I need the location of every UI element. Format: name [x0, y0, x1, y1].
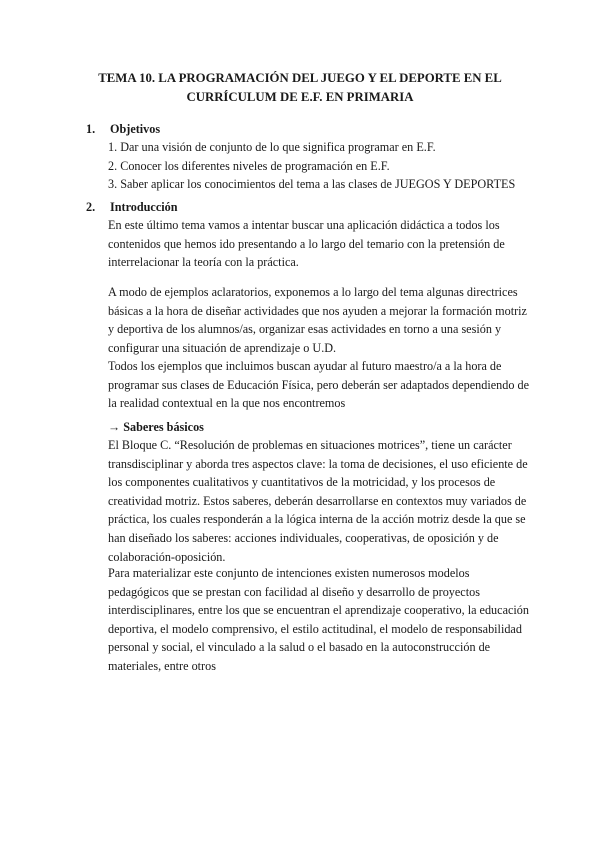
- paragraph-intro-2: [108, 283, 527, 357]
- document-title: [60, 69, 540, 106]
- objetivos-list: [108, 138, 515, 194]
- title-line-2: CURRÍCULUM DE E.F. EN PRIMARIA: [186, 89, 414, 104]
- text-line: personal y social, el vinculado a la salud o el basado en la autoconstrucción de: [108, 640, 491, 655]
- text-line: la realidad contextual en la que nos encontremos: [108, 396, 346, 411]
- section-number: 2.: [86, 200, 96, 214]
- text-line: interrelacionar la teoría con la práctica.: [108, 255, 299, 270]
- section-title: Objetivos: [110, 122, 161, 136]
- text-line: Para materializar este conjunto de intenciones existen numerosos modelos: [108, 566, 470, 580]
- text-line: programar sus clases de Educación Física, pero deberán ser adaptados dependiendo de: [108, 377, 529, 392]
- text-line: pedagógicos que se prestan con facilidad al diseño y desarrollo de proyectos: [108, 584, 480, 599]
- text-line: Todos los ejemplos que incluimos buscan ayudar al futuro maestro/a a la hora de: [108, 359, 502, 373]
- text-line: básicas a la hora de diseñar actividades que nos ayuden a mejorar la formación motriz: [108, 303, 527, 318]
- list-item: 1. Dar una visión de conjunto de lo que significa programar en E.F.: [108, 140, 436, 154]
- section-number: 1.: [86, 122, 96, 136]
- title-line-1: TEMA 10. LA PROGRAMACIÓN DEL JUEGO Y EL DEPORTE EN EL: [98, 71, 502, 85]
- text-line: El Bloque C. “Resolución de problemas en situaciones motrices”, tiene un carácter: [108, 438, 512, 452]
- text-line: y deportiva de los alumnos/as, organizar esas actividades en torno a una sesión y: [108, 322, 502, 337]
- text-line: En este último tema vamos a intentar buscar una aplicación didáctica a todos los: [108, 218, 500, 232]
- text-line: contenidos que hemos ido presentando a lo largo del temario con la pretensión de: [108, 236, 505, 251]
- text-line: deportiva, el modelo comprensivo, el estilo actitudinal, el modelo de responsabilidad: [108, 621, 522, 636]
- paragraph-modelos: [108, 564, 529, 676]
- paragraph-intro-3: [108, 357, 529, 413]
- text-line: creatividad motriz. Estos saberes, deberán desarrollarse en contextos muy variados de: [108, 493, 527, 508]
- section-title: Introducción: [110, 200, 178, 214]
- text-line: colaboración-oposición.: [108, 549, 226, 564]
- list-item: 3. Saber aplicar los conocimientos del tema a las clases de JUEGOS Y DEPORTES: [108, 177, 516, 192]
- text-line: práctica, los cuales responderán a la lógica interna de la acción motriz desde la que se: [108, 512, 526, 527]
- list-item: 2. Conocer los diferentes niveles de programación en E.F.: [108, 158, 390, 173]
- text-line: transdisciplinar y aborda tres aspectos clave: la toma de decisiones, el uso eficiente de: [108, 456, 528, 471]
- text-line: han diseñado los saberes: acciones individuales, cooperativas, de oposición y de: [108, 530, 499, 545]
- text-line: configurar una situación de aprendizaje o U.D.: [108, 340, 337, 355]
- text-line: materiales, entre otros: [108, 658, 216, 673]
- paragraph-saberes: [108, 436, 528, 566]
- text-line: A modo de ejemplos aclaratorios, exponemos a lo largo del tema algunas directrices: [108, 285, 518, 299]
- text-line: los componentes cualitativos y cuantitativos de la motricidad, y los procesos de: [108, 475, 496, 490]
- paragraph-intro-1: [108, 216, 520, 272]
- text-line: interdisciplinares, entre los que se encuentran el aprendizaje cooperativo, la educación: [108, 603, 529, 618]
- subheading-saberes-basicos: → Saberes básicos: [108, 420, 204, 434]
